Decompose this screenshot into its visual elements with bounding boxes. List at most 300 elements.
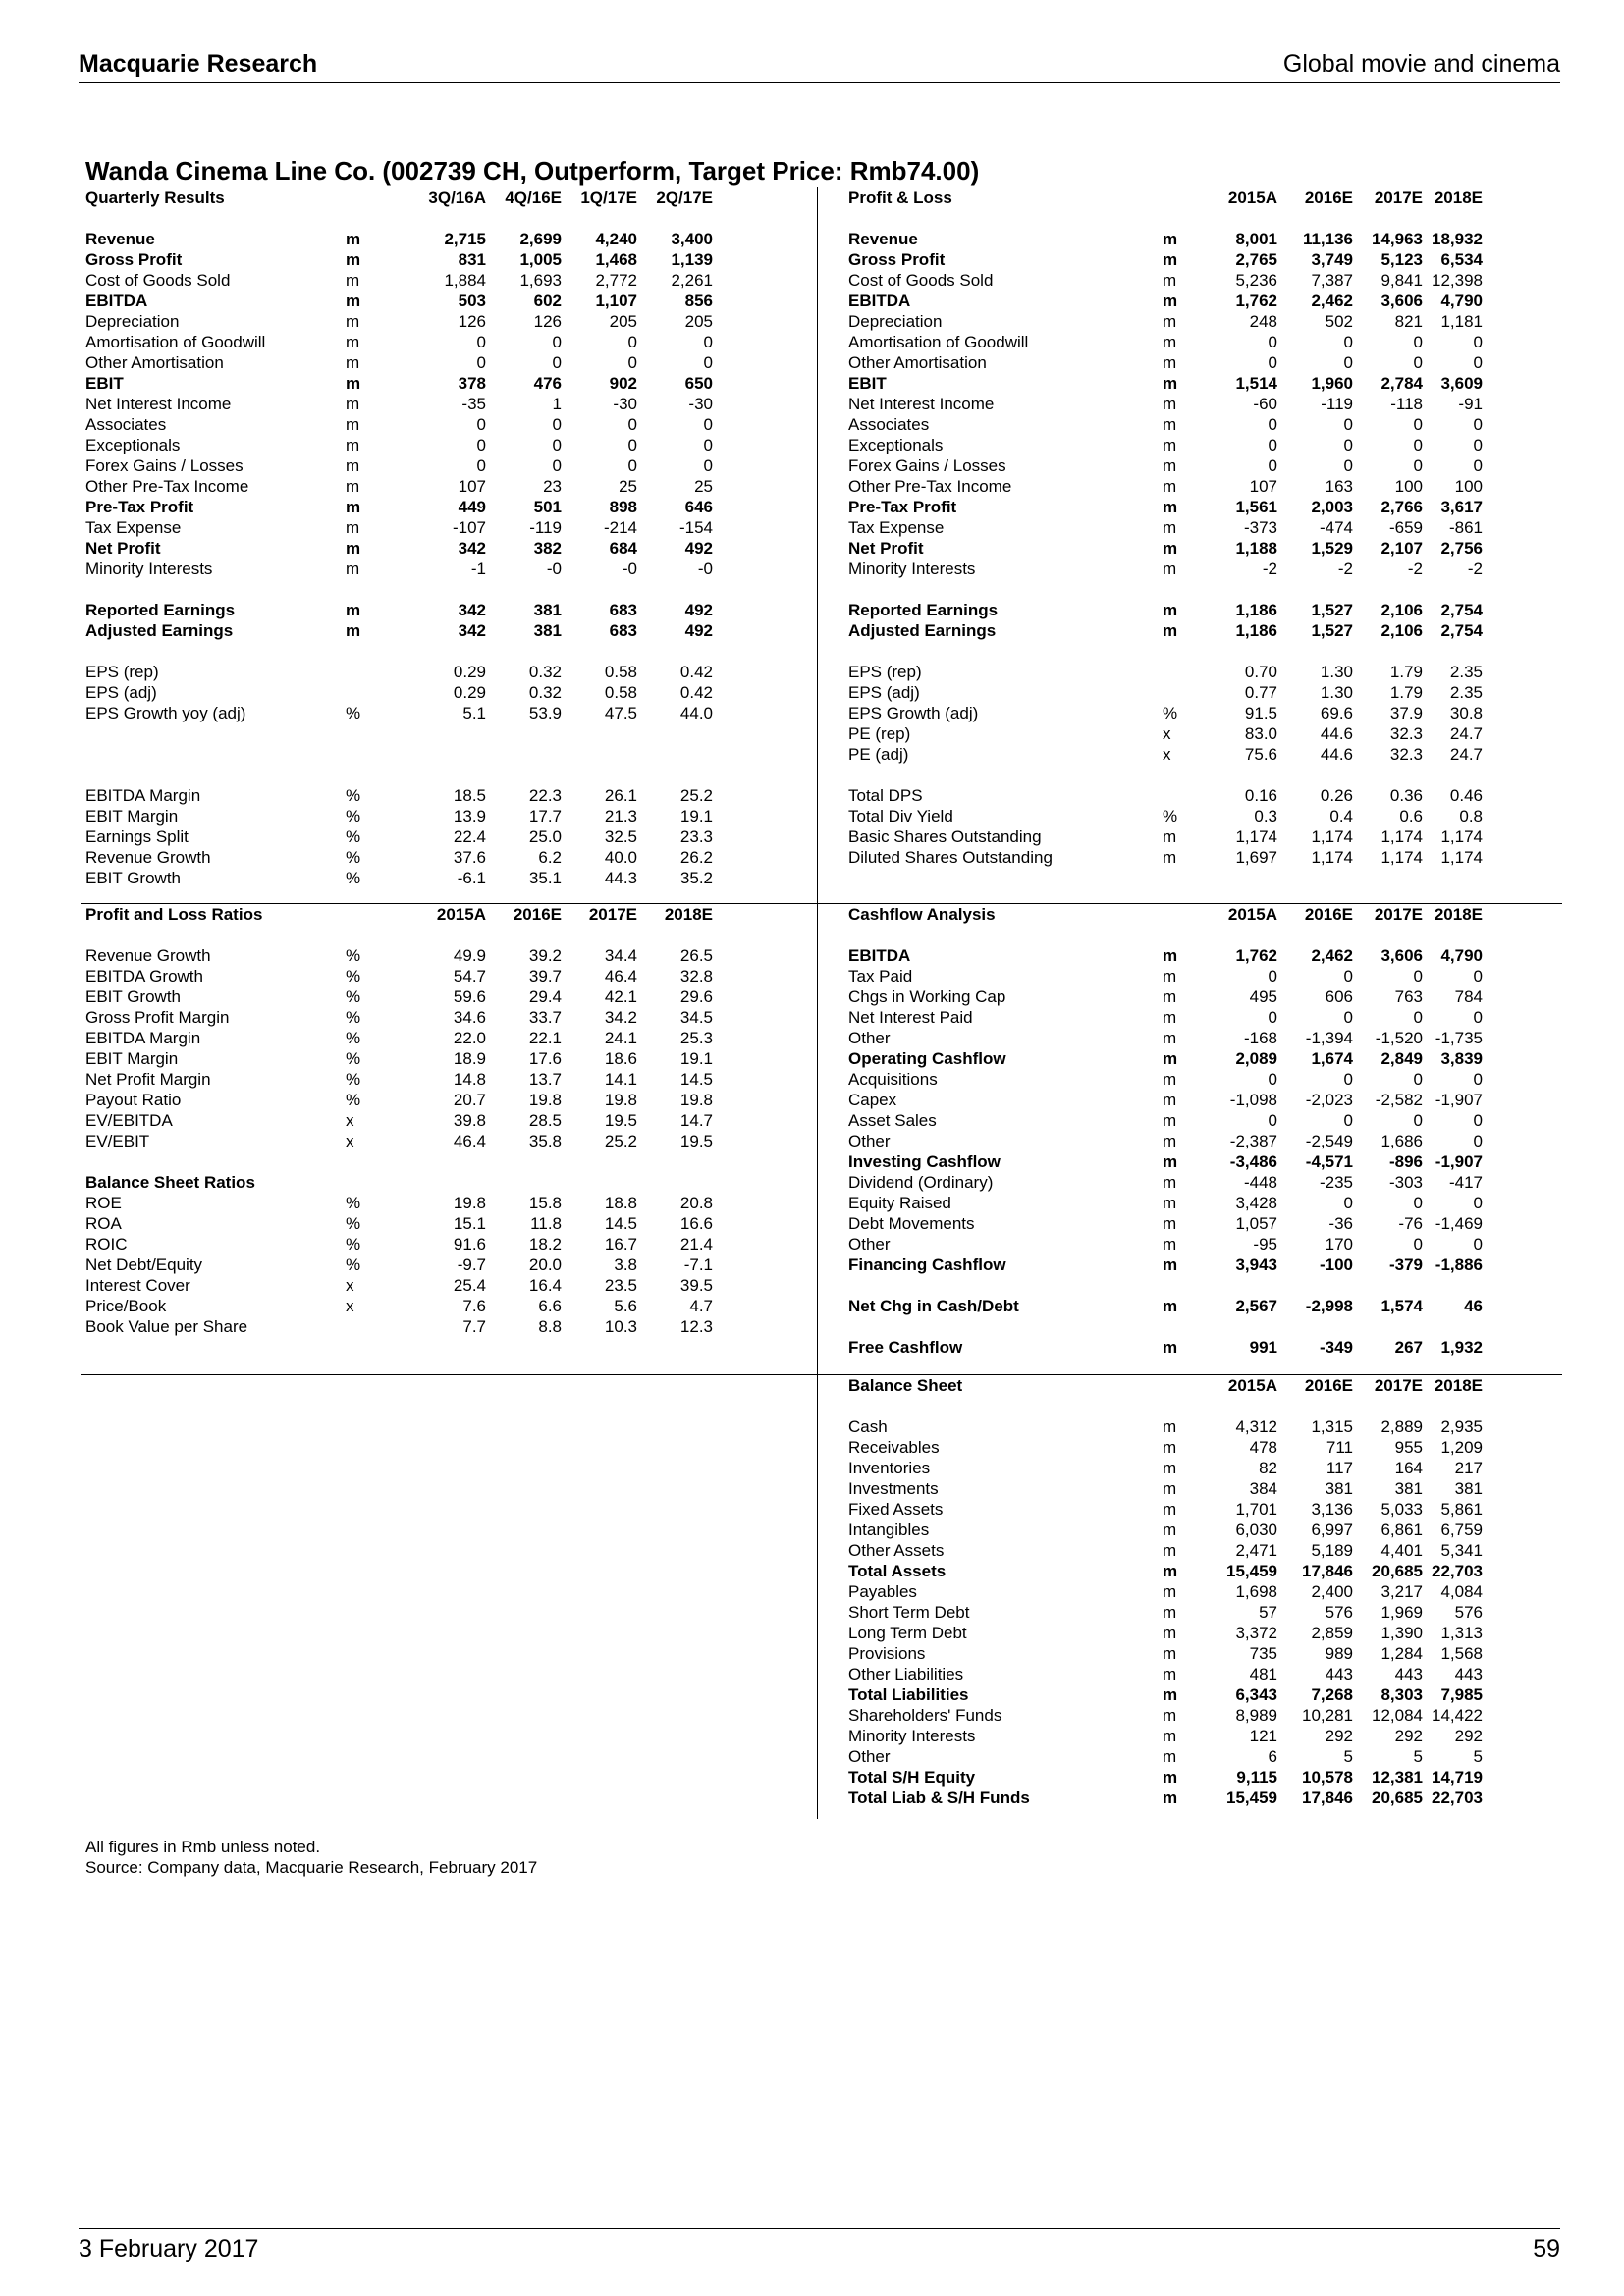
table-row — [85, 517, 713, 538]
table-row-unit: % — [346, 828, 361, 846]
table-row-v4: -154 — [678, 518, 713, 537]
table-row-unit: m — [346, 477, 360, 496]
table-row-label: Acquisitions — [848, 1070, 938, 1089]
table-row-v1: 0.3 — [1254, 807, 1277, 826]
table-row-v3: 1.79 — [1389, 663, 1423, 681]
table-row-v2: 6.2 — [538, 848, 562, 867]
table-row-v3: 34.2 — [604, 1008, 637, 1027]
table-row-v4: -1,469 — [1435, 1214, 1483, 1233]
table-row-v4: 3,839 — [1440, 1049, 1483, 1068]
table-row-label: Revenue — [85, 230, 155, 248]
table-row-v2: 0 — [1343, 1070, 1353, 1089]
table-row — [848, 1151, 1483, 1172]
table-row-label: Net Profit — [848, 539, 924, 558]
table-row — [85, 1007, 713, 1028]
table-row — [85, 455, 713, 476]
table-row-v4: 2,756 — [1440, 539, 1483, 558]
table-row-v2: -4,571 — [1305, 1152, 1353, 1171]
table-row-v2: 0.26 — [1320, 786, 1353, 805]
table-row-label: PE (rep) — [848, 724, 911, 743]
table-row-v2: 22.3 — [528, 786, 562, 805]
table-row-v4: 0 — [1473, 967, 1483, 986]
table-row-unit: m — [1163, 353, 1177, 372]
table-row-unit: m — [1163, 988, 1177, 1006]
table-row-unit: m — [1163, 1132, 1177, 1150]
table-row-v2: 0.32 — [528, 683, 562, 702]
table-row-v3: 763 — [1394, 988, 1423, 1006]
table-row-unit: % — [346, 967, 361, 986]
table-row-v2: 69.6 — [1320, 704, 1353, 722]
table-row — [848, 476, 1483, 497]
table-row-v3: 902 — [609, 374, 637, 393]
table-row-label: EPS Growth (adj) — [848, 704, 979, 722]
table-row-v3: 19.5 — [604, 1111, 637, 1130]
table-row-v2: 1,174 — [1311, 848, 1353, 867]
table-row-v2: 0 — [552, 415, 562, 434]
table-row-label: Minority Interests — [848, 560, 976, 578]
table-row — [85, 966, 713, 987]
table-row — [85, 703, 713, 723]
profit-loss-ratios-table — [85, 904, 713, 1337]
header-row-v3: 2017E — [1374, 905, 1423, 924]
table-row-unit: m — [346, 292, 361, 310]
table-row-label: Total Assets — [848, 1562, 947, 1580]
table-row-label: Inventories — [848, 1459, 931, 1477]
table-row-v4: 784 — [1454, 988, 1483, 1006]
table-row-v1: 91.5 — [1244, 704, 1277, 722]
table-row-v1: 342 — [458, 601, 486, 619]
table-row-v2: 0 — [1343, 1194, 1353, 1212]
table-row-v3: -30 — [613, 395, 637, 413]
table-row-unit: m — [1163, 1029, 1177, 1047]
spacer-cell — [85, 765, 713, 785]
table-row-v3: -303 — [1388, 1173, 1423, 1192]
table-row-v4: -91 — [1458, 395, 1483, 413]
table-row — [85, 1172, 713, 1193]
table-row-v4: 35.2 — [679, 869, 713, 887]
table-row-v2: 0 — [1343, 1008, 1353, 1027]
table-row-v4: 46 — [1464, 1297, 1483, 1315]
table-row-v4: 0 — [1473, 1008, 1483, 1027]
table-row-v4: 2,754 — [1440, 601, 1483, 619]
table-row-unit: % — [346, 807, 361, 826]
table-row-label: Total Div Yield — [848, 807, 953, 826]
table-row-v2: 8.8 — [538, 1317, 562, 1336]
table-row-v1: 6 — [1268, 1747, 1277, 1766]
table-row — [848, 806, 1483, 827]
table-row-unit: m — [346, 436, 360, 454]
table-row-v4: 0 — [703, 436, 713, 454]
table-row-v4: 0 — [703, 415, 713, 434]
spacer-row — [848, 925, 1483, 945]
table-row-v4: 12,398 — [1432, 271, 1483, 290]
table-row — [85, 249, 713, 270]
table-row-v4: -861 — [1448, 518, 1483, 537]
table-row-label: EBIT Growth — [85, 988, 181, 1006]
table-row-v2: 1,674 — [1311, 1049, 1353, 1068]
table-row-v1: 0 — [1268, 967, 1277, 986]
table-row-v2: 989 — [1325, 1644, 1353, 1663]
table-row-v4: 26.2 — [679, 848, 713, 867]
table-row-v1: 481 — [1249, 1665, 1277, 1683]
table-row-label: Other Amortisation — [848, 353, 987, 372]
table-row-v1: 1,762 — [1235, 946, 1277, 965]
table-row-v1: 107 — [458, 477, 486, 496]
table-row-v2: 39.7 — [528, 967, 562, 986]
table-row-v4: 6,534 — [1440, 250, 1483, 269]
table-row — [848, 517, 1483, 538]
table-row — [848, 1213, 1483, 1234]
table-row-v2: 443 — [1325, 1665, 1353, 1683]
table-row — [848, 1069, 1483, 1090]
header-row-label: Profit & Loss — [848, 188, 952, 207]
table-row — [848, 559, 1483, 579]
table-row-v3: 1,107 — [595, 292, 637, 310]
table-row-label: Other Liabilities — [848, 1665, 964, 1683]
table-row-v1: 0.29 — [453, 683, 486, 702]
table-row-v3: 0 — [627, 456, 637, 475]
table-row-v3: 292 — [1394, 1727, 1423, 1745]
table-row — [848, 1664, 1483, 1684]
table-row-v1: 0 — [476, 436, 486, 454]
header-row — [85, 187, 713, 208]
table-row-label: EBITDA Margin — [85, 786, 201, 805]
table-row-unit: m — [1163, 518, 1177, 537]
table-row-v4: 0 — [1473, 333, 1483, 351]
table-row-v1: 342 — [458, 539, 486, 558]
table-row-v3: 1,174 — [1380, 828, 1423, 846]
table-row-v1: 4,312 — [1235, 1417, 1277, 1436]
table-row-v1: 82 — [1259, 1459, 1277, 1477]
table-row-unit: % — [346, 1049, 361, 1068]
table-row — [848, 497, 1483, 517]
table-row-unit: m — [1163, 395, 1177, 413]
table-row-v3: 2,849 — [1380, 1049, 1423, 1068]
table-row-v4: 24.7 — [1449, 724, 1483, 743]
table-row — [848, 1499, 1483, 1520]
table-row — [85, 682, 713, 703]
table-row — [848, 373, 1483, 394]
table-row-label: Cash — [848, 1417, 888, 1436]
table-row-v3: 0 — [1413, 333, 1423, 351]
table-row-v2: -235 — [1319, 1173, 1353, 1192]
table-row-v1: 59.6 — [453, 988, 486, 1006]
ratios-grid — [85, 904, 713, 1337]
table-row-label: Asset Sales — [848, 1111, 937, 1130]
header-row-unit — [346, 187, 375, 208]
table-row-label: Other Pre-Tax Income — [85, 477, 249, 496]
table-row-v1 — [375, 1172, 486, 1193]
table-row-v3: 684 — [609, 539, 637, 558]
table-row-v1: 54.7 — [453, 967, 486, 986]
table-row-v4: 34.5 — [679, 1008, 713, 1027]
table-row-unit: m — [1163, 1479, 1177, 1498]
table-row-v2: -1,394 — [1305, 1029, 1353, 1047]
table-row-unit: % — [1163, 807, 1178, 826]
table-row-v1: 0 — [476, 456, 486, 475]
table-row-v4: 2,754 — [1440, 621, 1483, 640]
table-row — [85, 373, 713, 394]
table-row-v3: 37.9 — [1389, 704, 1423, 722]
table-row-label: Forex Gains / Losses — [848, 456, 1006, 475]
table-row — [848, 600, 1483, 620]
table-row-v4: 0 — [1473, 1132, 1483, 1150]
table-row-v1: 37.6 — [453, 848, 486, 867]
table-row-label: Minority Interests — [85, 560, 213, 578]
table-row — [85, 662, 713, 682]
table-row-v1: -107 — [452, 518, 486, 537]
table-row-unit: m — [346, 333, 360, 351]
table-row-label: Net Interest Income — [85, 395, 232, 413]
table-row-label: Exceptionals — [848, 436, 944, 454]
table-row-v4: 25 — [694, 477, 713, 496]
table-row-v2: 0.32 — [528, 663, 562, 681]
table-row-v1: 1,174 — [1235, 828, 1277, 846]
table-row-v2: -349 — [1319, 1338, 1353, 1357]
table-row-unit — [1163, 662, 1195, 682]
table-row — [848, 987, 1483, 1007]
table-row-v3: 0 — [627, 436, 637, 454]
table-row-unit: m — [1163, 1459, 1177, 1477]
table-row-label: Other — [848, 1235, 891, 1254]
table-row — [848, 311, 1483, 332]
table-row-label: Reported Earnings — [848, 601, 999, 619]
table-row-unit: m — [1163, 601, 1178, 619]
table-row-v2: -2,998 — [1305, 1297, 1353, 1315]
spacer-cell — [85, 1151, 713, 1172]
table-row-label: Depreciation — [848, 312, 943, 331]
table-row-v1: 19.8 — [453, 1194, 486, 1212]
table-row-label: Net Profit Margin — [85, 1070, 211, 1089]
table-row-v2: 7,387 — [1311, 271, 1353, 290]
table-row — [85, 1110, 713, 1131]
table-row-label: Amortisation of Goodwill — [85, 333, 266, 351]
table-row-unit: m — [1163, 1624, 1177, 1642]
table-row-v3: 0 — [627, 353, 637, 372]
table-row-v2: 0 — [552, 456, 562, 475]
table-row — [85, 847, 713, 868]
header-row-v4: 2018E — [664, 905, 713, 924]
spacer-row — [848, 765, 1483, 785]
table-row-v4: 14.7 — [679, 1111, 713, 1130]
table-row-label: EBIT Margin — [85, 1049, 179, 1068]
table-row-v2: -100 — [1319, 1255, 1353, 1274]
header-row-v2: 2016E — [1304, 1376, 1353, 1395]
table-row-v1: 1,697 — [1235, 848, 1277, 867]
table-row-label: Provisions — [848, 1644, 926, 1663]
table-row — [848, 332, 1483, 352]
table-row-label: Associates — [85, 415, 167, 434]
table-row-v1: 0.29 — [453, 663, 486, 681]
table-row-v1: 0 — [1268, 333, 1277, 351]
table-row-v1: 503 — [458, 292, 486, 310]
header-row-v1: 3Q/16A — [428, 188, 486, 207]
page-title: Wanda Cinema Line Co. (002739 CH, Outperform, Target Price: Rmb74.00) — [85, 156, 980, 186]
table-row-v3: 0 — [1413, 1070, 1423, 1089]
table-row-unit: m — [346, 518, 360, 537]
table-row-v4: 856 — [684, 292, 713, 310]
table-row-v4: 2.35 — [1449, 663, 1483, 681]
table-row-v1: 0 — [1268, 436, 1277, 454]
table-row-label: Reported Earnings — [85, 601, 236, 619]
spacer-row — [85, 723, 713, 744]
table-row-v4: 205 — [684, 312, 713, 331]
table-row-v1: -3,486 — [1229, 1152, 1277, 1171]
table-row-label: Diluted Shares Outstanding — [848, 848, 1053, 867]
spacer-cell — [848, 1316, 1483, 1337]
header-row-unit — [346, 904, 375, 925]
table-row-label: Debt Movements — [848, 1214, 975, 1233]
table-row — [85, 394, 713, 414]
table-row-label: Adjusted Earnings — [85, 621, 234, 640]
page-number: 59 — [1533, 2235, 1560, 2263]
table-row-v3: 8,303 — [1380, 1685, 1423, 1704]
table-row-unit: m — [346, 374, 361, 393]
table-row-v2: 1,693 — [519, 271, 562, 290]
table-row-v4: 0.46 — [1449, 786, 1483, 805]
spacer-cell — [848, 1275, 1483, 1296]
table-row-unit: m — [1163, 333, 1177, 351]
table-row-v3: 40.0 — [604, 848, 637, 867]
table-row-v1: 342 — [458, 621, 486, 640]
table-row-v1: 2,089 — [1235, 1049, 1277, 1068]
table-row-v1: 6,343 — [1235, 1685, 1277, 1704]
table-row-v2: 0 — [1343, 1111, 1353, 1130]
table-row-v1: -448 — [1243, 1173, 1277, 1192]
table-row — [85, 806, 713, 827]
table-row-v3: 683 — [609, 621, 637, 640]
table-row-v4: 1,932 — [1440, 1338, 1483, 1357]
table-row-v1: 46.4 — [453, 1132, 486, 1150]
spacer-cell — [848, 579, 1483, 600]
table-row-v3: 0 — [1413, 436, 1423, 454]
header-row-label: Profit and Loss Ratios — [85, 905, 263, 924]
table-row-v3: 205 — [609, 312, 637, 331]
table-row — [85, 352, 713, 373]
table-row-v1: 2,715 — [444, 230, 486, 248]
table-row-label: Interest Cover — [85, 1276, 190, 1295]
table-row-v1: -1 — [470, 560, 486, 578]
table-row-unit: m — [1163, 415, 1177, 434]
table-row-unit: m — [346, 415, 360, 434]
table-row-unit: % — [346, 1235, 361, 1254]
table-row-unit: m — [1163, 828, 1177, 846]
table-row-v4: 23.3 — [679, 828, 713, 846]
table-row-v2: 576 — [1325, 1603, 1353, 1622]
table-row-v2: 0 — [552, 353, 562, 372]
table-row-unit: % — [346, 1194, 361, 1212]
table-row — [848, 785, 1483, 806]
table-row-v2: 35.8 — [528, 1132, 562, 1150]
table-row-label: Other Pre-Tax Income — [848, 477, 1012, 496]
table-row-v2: 1,315 — [1311, 1417, 1353, 1436]
table-row-v2: 0 — [552, 333, 562, 351]
table-row-unit: m — [1163, 436, 1177, 454]
table-row-v3: 6,861 — [1380, 1521, 1423, 1539]
table-row-v2: 44.6 — [1320, 745, 1353, 764]
table-row-unit: % — [346, 1070, 361, 1089]
table-row — [85, 414, 713, 435]
table-row-v3: 32.3 — [1389, 745, 1423, 764]
table-row-v1: 1,701 — [1235, 1500, 1277, 1519]
header-row — [848, 1375, 1483, 1396]
table-row-v4: 0 — [1473, 353, 1483, 372]
table-row-v3: -896 — [1388, 1152, 1423, 1171]
table-row-unit: m — [1163, 1603, 1177, 1622]
table-row-v4: 24.7 — [1449, 745, 1483, 764]
table-row-v4: 650 — [684, 374, 713, 393]
table-row-unit: x — [346, 1297, 354, 1315]
table-row — [85, 1316, 713, 1337]
table-row-label: Gross Profit Margin — [85, 1008, 230, 1027]
header-row-v2: 2016E — [1304, 905, 1353, 924]
table-row-unit — [1163, 785, 1195, 806]
table-row-label: Payables — [848, 1582, 917, 1601]
table-row-v2: 17.7 — [528, 807, 562, 826]
table-row-v4: 1,568 — [1440, 1644, 1483, 1663]
table-row-v3: 683 — [609, 601, 637, 619]
table-row-v1: -95 — [1253, 1235, 1277, 1254]
table-row-v2: -119 — [1321, 395, 1353, 413]
table-row — [848, 1234, 1483, 1255]
table-row — [85, 311, 713, 332]
table-row-unit: m — [1163, 1562, 1178, 1580]
table-row-v3: 955 — [1394, 1438, 1423, 1457]
table-row — [848, 291, 1483, 311]
table-row-v3: 5 — [1413, 1747, 1423, 1766]
table-row-v4: 217 — [1454, 1459, 1483, 1477]
table-row — [848, 1705, 1483, 1726]
table-row-unit: m — [1163, 1747, 1177, 1766]
table-row-v4: 5,861 — [1440, 1500, 1483, 1519]
table-row-v2: 0 — [552, 436, 562, 454]
table-row-unit: x — [1163, 745, 1171, 764]
table-row-label: EPS (adj) — [848, 683, 920, 702]
spacer-cell — [85, 641, 713, 662]
table-row-v3: 100 — [1394, 477, 1423, 496]
table-row-unit: m — [346, 312, 360, 331]
table-row-v1: 1,057 — [1235, 1214, 1277, 1233]
table-row-unit: m — [1163, 1255, 1178, 1274]
spacer-row — [848, 208, 1483, 229]
table-row-v1: 5,236 — [1235, 271, 1277, 290]
spacer-row — [848, 641, 1483, 662]
header-row-unit — [1163, 187, 1195, 208]
table-row-v2: 29.4 — [528, 988, 562, 1006]
table-row-v1: 126 — [458, 312, 486, 331]
table-row-v1: 9,115 — [1236, 1768, 1277, 1787]
table-row-unit: m — [1163, 967, 1177, 986]
table-row-label: Minority Interests — [848, 1727, 976, 1745]
table-row-v1: 449 — [458, 498, 486, 516]
table-row-v2: 381 — [1325, 1479, 1353, 1498]
table-row-v1: -2,387 — [1229, 1132, 1277, 1150]
table-row-unit: m — [1163, 1541, 1177, 1560]
table-row-unit: m — [1163, 1235, 1177, 1254]
table-row-v1: 15,459 — [1226, 1789, 1277, 1807]
table-row-v1: 14.8 — [453, 1070, 486, 1089]
table-row-label: Chgs in Working Cap — [848, 988, 1006, 1006]
spacer-row — [85, 641, 713, 662]
table-row-label: Tax Expense — [85, 518, 182, 537]
table-row — [848, 1337, 1483, 1358]
table-row-v4: 0 — [1473, 1194, 1483, 1212]
table-row-v3: 12,381 — [1372, 1768, 1423, 1787]
table-row-v3: 0.58 — [604, 683, 637, 702]
table-row-v3: 24.1 — [604, 1029, 637, 1047]
table-row-v2: 163 — [1325, 477, 1353, 496]
table-row-v3: 20,685 — [1372, 1562, 1423, 1580]
